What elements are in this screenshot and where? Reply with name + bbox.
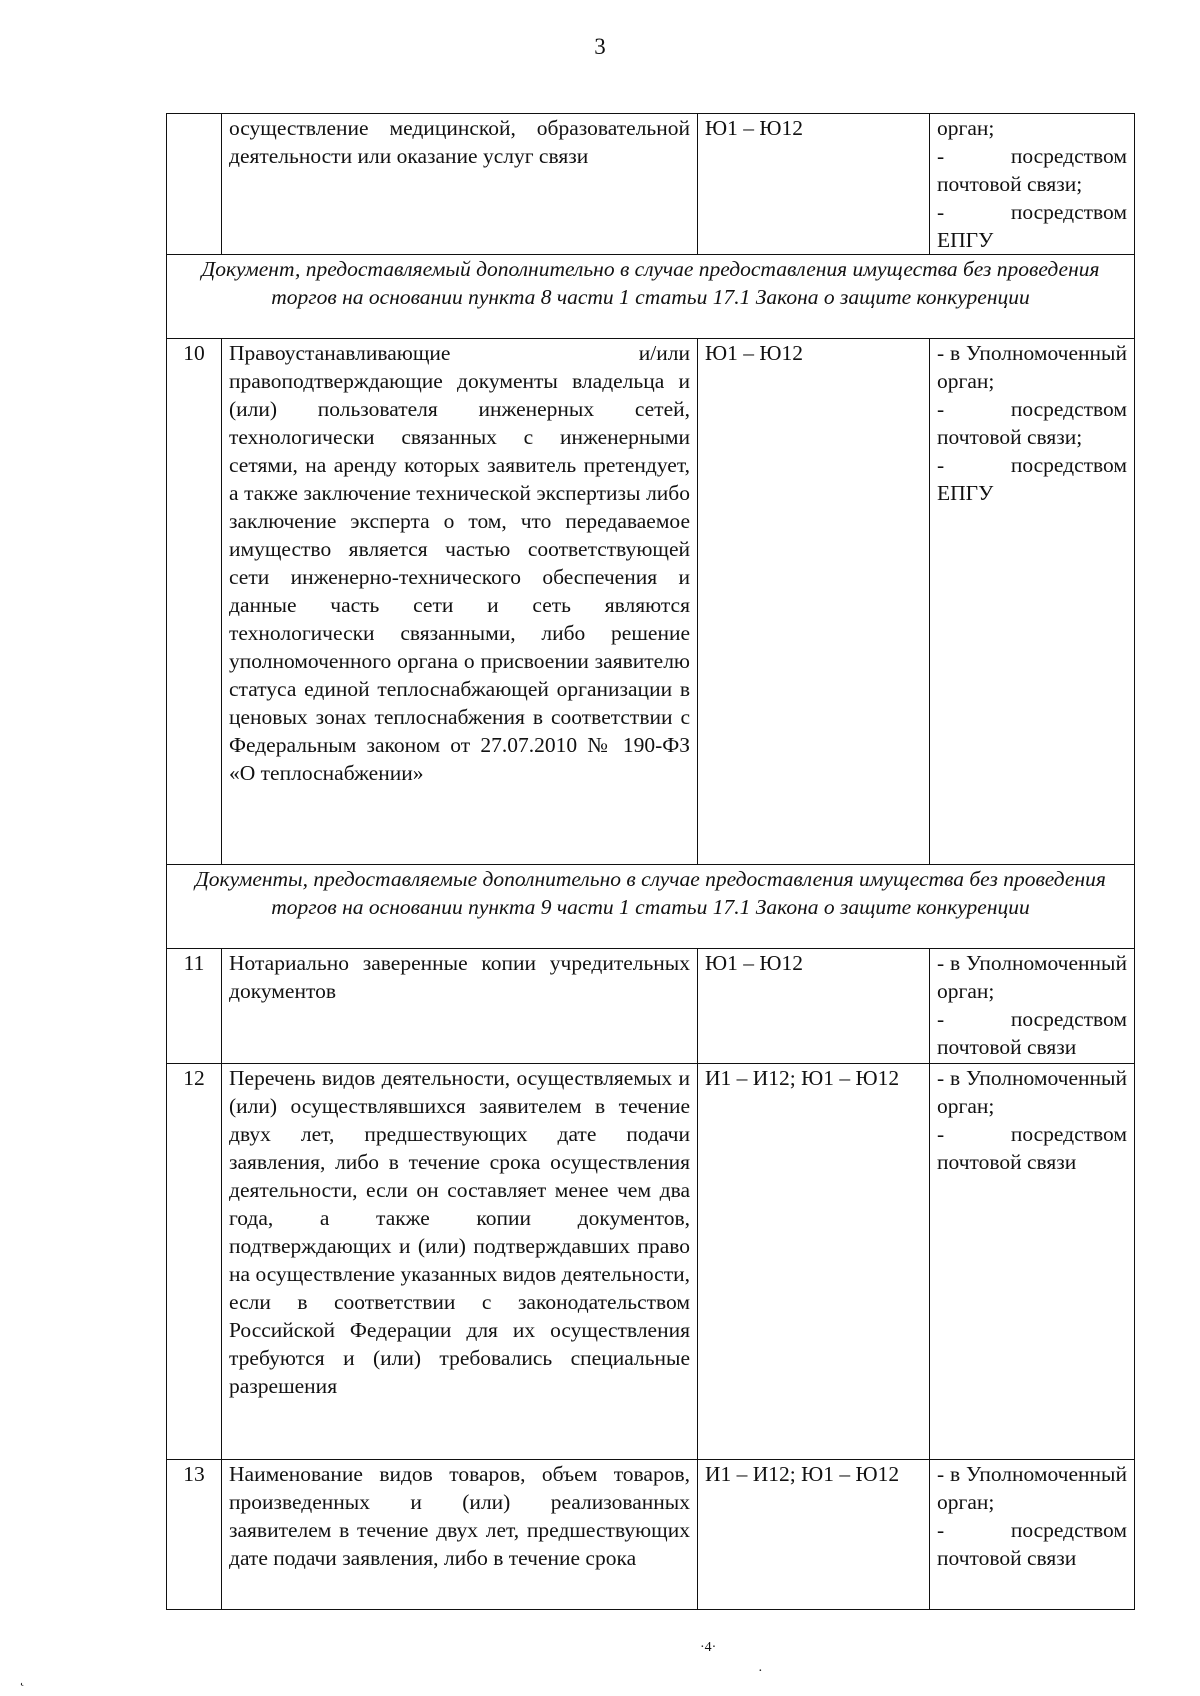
scan-speck: ˛ [20,1672,25,1687]
page-number: 3 [594,34,606,59]
applicant-category: Ю1 – Ю12 [698,114,930,255]
applicant-category: Ю1 – Ю12 [698,339,930,865]
applicant-category: И1 – И12; Ю1 – Ю12 [698,1064,930,1460]
submission-method [930,339,1135,865]
method-line: - посредством ЕПГУ [937,200,1127,252]
submission-method [930,114,1135,255]
document-name: Перечень видов деятельности, осуществляемых и (или) осуществлявшихся заявителем в течение двух лет, предшествующих дате подачи заявления, либо в течение срока осуществления деятельности, если он составляет менее чем два года, а также копии документов, подтверждающих и (или) подтверждавших право на осуществление указанных видов деятельности, если в соответствии с законодательством Российской Федерации для их осуществления требуются и (или) требовались специальные разрешения [222,1064,698,1460]
row-number: 11 [167,949,222,1064]
section-heading: Документы, предоставляемые дополнительно в случае предоставления имущества без проведения торгов на основании пункта 9 части 1 статьи 17.1 Закона о защите конкуренции [167,865,1135,949]
row-number: 10 [167,339,222,865]
method-line: - посредством почтовой связи; [937,144,1127,196]
section-row [167,865,1135,949]
document-name: Нотариально заверенные копии учредительных документов [222,949,698,1064]
document-name: Правоустанавливающие и/или правоподтверждающие документы владельца и (или) пользователя инженерных сетей, технологически связанных с инженерными сетями, на аренду которых заявитель претендует, а также заключение технической экспертизы либо заключение эксперта о том, что передаваемое имущество является частью соответствующей сети инженерно-технического обеспечения и данные часть сети и сеть являются технологически связанными, либо решение уполномоченного органа о присвоении заявителю статуса единой теплоснабжающей организации в ценовых зонах теплоснабжения в соответствии с Федеральным законом от 27.07.2010 № 190-ФЗ «О теплоснабжении» [222,339,698,865]
submission-method [930,949,1135,1064]
table-row [167,1460,1135,1610]
method-line: - в Уполномоченный орган; [937,341,1127,393]
method-line: - посредством почтовой связи; [937,397,1127,449]
method-line: - в Уполномоченный орган; [937,1066,1127,1118]
submission-method [930,1460,1135,1610]
scan-speck: · [758,1664,763,1679]
footer-mark: ·4· [700,1640,717,1655]
method-line: - в Уполномоченный орган; [937,1462,1127,1514]
method-line: - посредством почтовой связи [937,1007,1127,1059]
table-row [167,949,1135,1064]
method-line: - посредством почтовой связи [937,1122,1127,1174]
table-row [167,339,1135,865]
method-line: - посредством почтовой связи [937,1518,1127,1570]
submission-method [930,1064,1135,1460]
applicant-category: Ю1 – Ю12 [698,949,930,1064]
row-number [167,114,222,255]
method-line: орган; [937,116,995,140]
row-number: 12 [167,1064,222,1460]
method-line: - в Уполномоченный орган; [937,951,1127,1003]
documents-table [166,113,1135,1610]
document-name: Наименование видов товаров, объем товаров, произведенных и (или) реализованных заявителем в течение двух лет, предшествующих дате подачи заявления, либо в течение срока [222,1460,698,1610]
table-row [167,114,1135,255]
applicant-category: И1 – И12; Ю1 – Ю12 [698,1460,930,1610]
section-heading: Документ, предоставляемый дополнительно в случае предоставления имущества без проведения торгов на основании пункта 8 части 1 статьи 17.1 Закона о защите конкуренции [167,255,1135,339]
row-number: 13 [167,1460,222,1610]
document-name: осуществление медицинской, образовательной деятельности или оказание услуг связи [222,114,698,255]
table-row [167,1064,1135,1460]
section-row [167,255,1135,339]
method-line: - посредством ЕПГУ [937,453,1127,505]
